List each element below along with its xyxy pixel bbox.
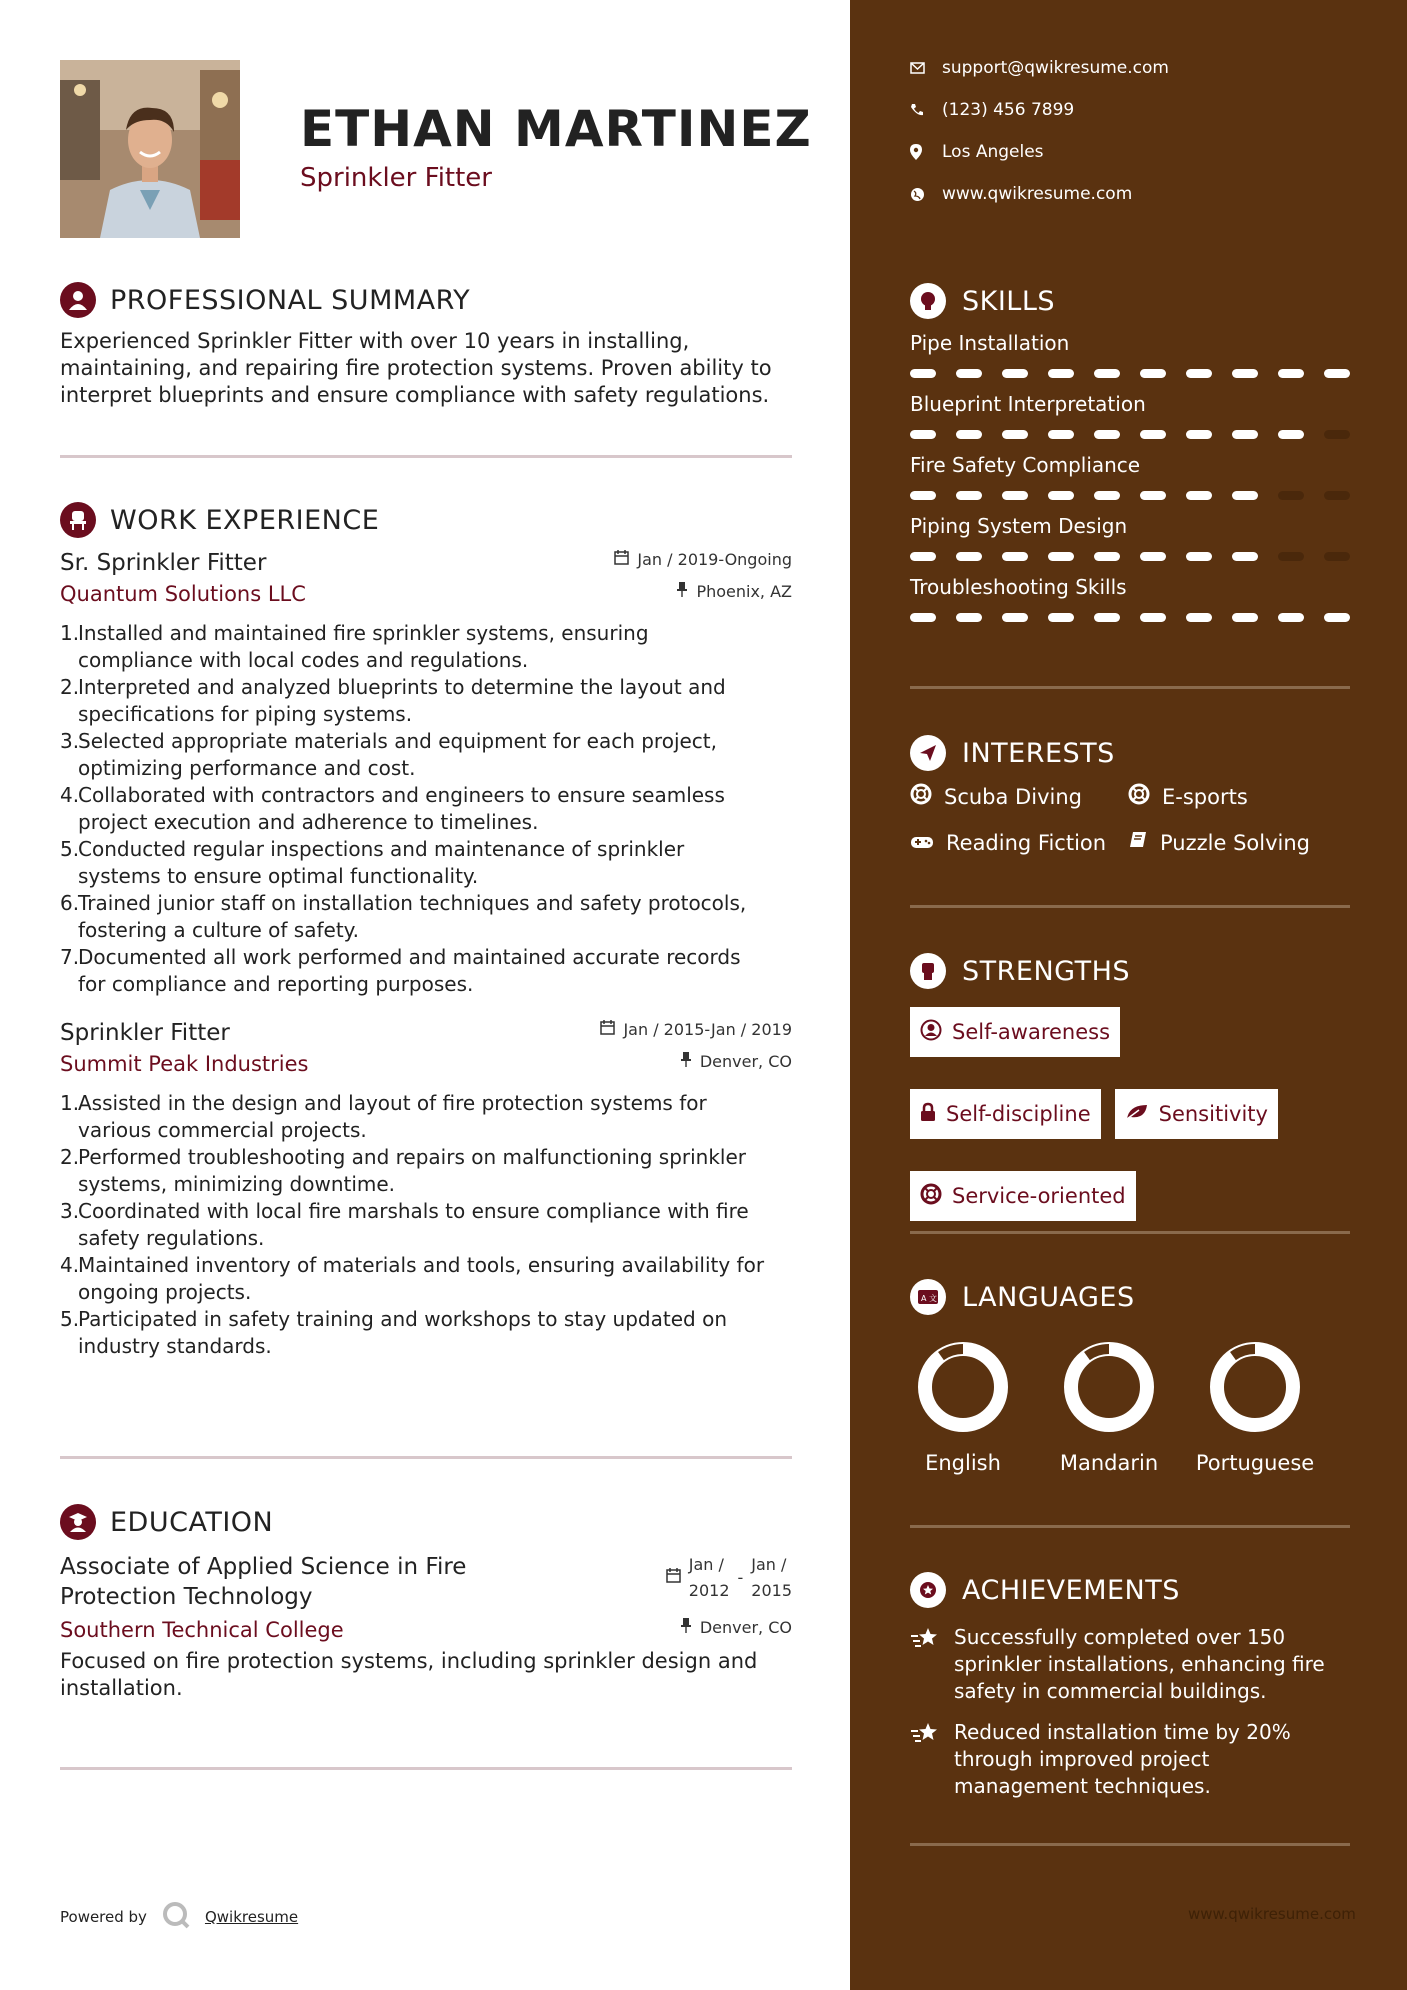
- skill-level-segment: [1140, 613, 1166, 622]
- bullet-line: systems, minimizing downtime.: [78, 1172, 396, 1196]
- map-marker-icon: [910, 144, 942, 160]
- job-bullets: [60, 620, 792, 998]
- skills-title: SKILLS: [962, 285, 1056, 317]
- strengths-list: [910, 1007, 1350, 1221]
- divider: [910, 1525, 1350, 1528]
- skill-level-segment: [1232, 491, 1258, 500]
- interest-item: [1128, 783, 1348, 810]
- education-header: [60, 1502, 792, 1542]
- bullet-item: [60, 1198, 792, 1252]
- interests-section: [910, 733, 1350, 855]
- bullet-line: systems to ensure optimal functionality.: [78, 864, 479, 888]
- education-desc-line: installation.: [60, 1676, 183, 1700]
- education-location: [680, 1618, 792, 1637]
- experience-section: [60, 500, 792, 1360]
- strength-label: Sensitivity: [1158, 1102, 1268, 1126]
- divider: [910, 905, 1350, 908]
- bullet-text: [78, 890, 746, 944]
- bullet-number: 4.: [60, 1253, 80, 1277]
- lifebuoy-icon: [920, 1183, 942, 1210]
- edu-date-separator: -: [737, 1568, 744, 1587]
- bullet-line: compliance with local codes and regulations.: [78, 648, 529, 672]
- interests-header: [910, 733, 1350, 773]
- divider: [910, 1231, 1350, 1234]
- bullet-number: 5.: [60, 837, 80, 861]
- skill-level-segment: [1140, 552, 1166, 561]
- language-icon: [910, 1279, 946, 1315]
- shooting-star-icon: [910, 1624, 940, 1705]
- divider: [60, 1456, 792, 1459]
- achievement-line: management techniques.: [954, 1774, 1211, 1798]
- skill-level-segment: [956, 369, 982, 378]
- summary-line: Experienced Sprinkler Fitter with over 10 years in installing,: [60, 329, 690, 353]
- calendar-icon: [666, 1565, 681, 1591]
- strength-tag: [910, 1007, 1120, 1057]
- divider: [910, 686, 1350, 689]
- job-bullets: [60, 1090, 792, 1360]
- bullet-text: [78, 1090, 707, 1144]
- skill-level-segment: [1186, 552, 1212, 561]
- skill-level-segment: [1002, 491, 1028, 500]
- bullet-line: Conducted regular inspections and maintenance of sprinkler: [78, 837, 685, 861]
- chair-icon: [60, 502, 96, 538]
- bullet-line: industry standards.: [78, 1334, 272, 1358]
- bullet-line: various commercial projects.: [78, 1118, 367, 1142]
- divider: [60, 455, 792, 458]
- language-ring-track: [925, 1349, 1001, 1425]
- bullet-line: Maintained inventory of materials and tools, ensuring availability for: [78, 1253, 765, 1277]
- languages-list: [910, 1337, 1350, 1475]
- skill-level-segment: [1232, 613, 1258, 622]
- skill-name: Fire Safety Compliance: [910, 453, 1141, 477]
- globe-icon: [910, 187, 942, 202]
- bullet-number: 3.: [60, 729, 80, 753]
- achievement-item: [910, 1624, 1350, 1705]
- bullet-number: 3.: [60, 1199, 80, 1223]
- bullet-line: Coordinated with local fire marshals to ensure compliance with fire: [78, 1199, 749, 1223]
- experience-header: [60, 500, 792, 540]
- powered-by: [60, 1900, 298, 1934]
- skill-level-segment: [1324, 369, 1350, 378]
- interest-label: Puzzle Solving: [1160, 830, 1310, 855]
- skill-item: [910, 575, 1350, 622]
- qwikresume-logo-icon: [161, 1900, 191, 1934]
- education-section: [60, 1502, 792, 1702]
- interest-item: [910, 830, 1128, 855]
- bullet-line: specifications for piping systems.: [78, 702, 413, 726]
- job-title: Sr. Sprinkler Fitter: [60, 550, 267, 576]
- skill-level-segment: [1140, 430, 1166, 439]
- bullet-text: [78, 1306, 727, 1360]
- bullet-item: [60, 620, 792, 674]
- degree-line: Protection Technology: [60, 1584, 313, 1610]
- bullet-line: ongoing projects.: [78, 1280, 252, 1304]
- achievements-section: [910, 1570, 1350, 1800]
- skill-level-segment: [1232, 552, 1258, 561]
- bullet-line: Trained junior staff on installation techniques and safety protocols,: [78, 891, 747, 915]
- skill-level-bar: [910, 552, 1350, 561]
- strength-tag: [1115, 1089, 1278, 1139]
- strengths-title: STRENGTHS: [962, 955, 1131, 987]
- language-name: Portuguese: [1195, 1451, 1315, 1475]
- languages-title: LANGUAGES: [962, 1281, 1135, 1313]
- skill-level-segment: [956, 491, 982, 500]
- job-location: [680, 1052, 792, 1071]
- shooting-star-icon: [910, 1719, 940, 1800]
- bullet-line: Participated in safety training and workshops to stay updated on: [78, 1307, 727, 1331]
- achievement-line: through improved project: [954, 1747, 1210, 1771]
- bullet-text: [78, 944, 741, 998]
- skill-level-segment: [1278, 369, 1304, 378]
- skill-level-segment: [956, 613, 982, 622]
- degree-line: Associate of Applied Science in Fire: [60, 1554, 467, 1580]
- skill-level-segment: [1186, 491, 1212, 500]
- skill-level-segment: [1186, 613, 1212, 622]
- job-location-text: Denver, CO: [699, 1052, 792, 1071]
- phone-icon: [910, 103, 942, 117]
- bullet-line: Documented all work performed and maintained accurate records: [78, 945, 741, 969]
- user-circle-icon: [920, 1019, 942, 1046]
- bullet-text: [78, 620, 649, 674]
- skill-level-segment: [1002, 369, 1028, 378]
- bullet-text: [78, 1144, 746, 1198]
- interest-label: E-sports: [1162, 784, 1248, 809]
- svg-text:文: 文: [929, 1294, 937, 1303]
- language-item: [1195, 1337, 1315, 1475]
- strength-label: Self-awareness: [952, 1020, 1111, 1044]
- skill-level-segment: [1048, 491, 1074, 500]
- powered-by-label: Powered by: [60, 1908, 147, 1926]
- bullet-text: [78, 782, 725, 836]
- bullet-number: 1.: [60, 1091, 80, 1115]
- contact-email: [910, 58, 1169, 78]
- bullet-line: project execution and adherence to timelines.: [78, 810, 539, 834]
- bullet-item: [60, 944, 792, 998]
- job-date: [614, 550, 792, 569]
- bullet-line: optimizing performance and cost.: [78, 756, 416, 780]
- bullet-line: Installed and maintained fire sprinkler systems, ensuring: [78, 621, 649, 645]
- bullet-line: for compliance and reporting purposes.: [78, 972, 474, 996]
- skill-level-segment: [1232, 369, 1258, 378]
- user-icon: [60, 282, 96, 318]
- bullet-item: [60, 728, 792, 782]
- achievement-line: sprinkler installations, enhancing fire: [954, 1652, 1325, 1676]
- language-name: Mandarin: [1059, 1451, 1159, 1475]
- edu-date-start-year: 2012: [688, 1581, 730, 1600]
- watermark: www.qwikresume.com: [1188, 1905, 1356, 1923]
- skill-level-segment: [1002, 613, 1028, 622]
- skill-level-segment: [1324, 491, 1350, 500]
- skill-level-segment: [1094, 430, 1120, 439]
- job-location-text: Phoenix, AZ: [696, 582, 792, 601]
- skill-level-segment: [1324, 430, 1350, 439]
- skill-name: Troubleshooting Skills: [910, 575, 1127, 599]
- candidate-role: Sprinkler Fitter: [300, 163, 492, 193]
- strengths-header: [910, 951, 1350, 991]
- bullet-number: 6.: [60, 891, 80, 915]
- achievements-title: ACHIEVEMENTS: [962, 1574, 1180, 1606]
- achievement-line: Successfully completed over 150: [954, 1625, 1286, 1649]
- skill-level-segment: [956, 552, 982, 561]
- skill-level-segment: [1140, 369, 1166, 378]
- skill-level-segment: [1232, 430, 1258, 439]
- qwikresume-link[interactable]: Qwikresume: [204, 1908, 299, 1926]
- skill-level-bar: [910, 369, 1350, 378]
- bullet-item: [60, 1306, 792, 1360]
- skill-level-segment: [1048, 369, 1074, 378]
- skill-level-bar: [910, 491, 1350, 500]
- bullet-number: 7.: [60, 945, 80, 969]
- bullet-number: 1.: [60, 621, 80, 645]
- job-date-text: Jan / 2015-Jan / 2019: [623, 1020, 792, 1039]
- company-name: Summit Peak Industries: [60, 1052, 309, 1076]
- bullet-line: safety regulations.: [78, 1226, 265, 1250]
- graduate-icon: [60, 1504, 96, 1540]
- bullet-item: [60, 836, 792, 890]
- strength-tag: [910, 1089, 1101, 1139]
- interest-item: [910, 783, 1128, 810]
- degree-name: [60, 1552, 466, 1612]
- skill-level-segment: [1048, 430, 1074, 439]
- job-entry: [60, 1020, 792, 1360]
- skill-level-segment: [1186, 369, 1212, 378]
- bullet-text: [78, 1252, 764, 1306]
- achievement-line: Reduced installation time by 20%: [954, 1720, 1291, 1744]
- bullet-text: [78, 836, 684, 890]
- skill-level-segment: [1278, 430, 1304, 439]
- strength-tag: [910, 1171, 1136, 1221]
- language-item: [910, 1337, 1016, 1475]
- bullet-number: 5.: [60, 1307, 80, 1331]
- language-ring: [913, 1337, 1013, 1437]
- skill-item: [910, 331, 1350, 378]
- bullet-line: Interpreted and analyzed blueprints to determine the layout and: [78, 675, 726, 699]
- bullet-item: [60, 1252, 792, 1306]
- skill-level-segment: [1094, 552, 1120, 561]
- skill-level-segment: [1186, 430, 1212, 439]
- skill-level-segment: [910, 552, 936, 561]
- skill-level-segment: [1278, 613, 1304, 622]
- bullet-item: [60, 1090, 792, 1144]
- achievement-line: safety in commercial buildings.: [954, 1679, 1267, 1703]
- interests-title: INTERESTS: [962, 737, 1115, 769]
- skill-level-segment: [1002, 552, 1028, 561]
- skill-level-segment: [1094, 369, 1120, 378]
- bullet-text: [78, 674, 726, 728]
- education-desc-line: Focused on fire protection systems, including sprinkler design and: [60, 1649, 758, 1673]
- summary-text: [60, 328, 792, 409]
- skill-level-segment: [1094, 613, 1120, 622]
- interests-list: [910, 783, 1350, 855]
- job-date: [600, 1020, 792, 1039]
- lifebuoy-icon: [910, 783, 932, 810]
- language-name: English: [925, 1451, 1001, 1475]
- svg-text:A: A: [921, 1294, 927, 1303]
- skill-level-segment: [1048, 552, 1074, 561]
- skills-list: [910, 331, 1350, 622]
- skills-section: [910, 281, 1350, 636]
- summary-title: PROFESSIONAL SUMMARY: [110, 284, 471, 316]
- pin-icon: [680, 1052, 692, 1071]
- bullet-number: 4.: [60, 783, 80, 807]
- divider: [60, 1767, 792, 1770]
- summary-line: interpret blueprints and ensure compliance with safety regulations.: [60, 383, 770, 407]
- envelope-icon: [910, 62, 942, 74]
- bullet-number: 2.: [60, 1145, 80, 1169]
- education-date: [666, 1552, 792, 1604]
- interest-label: Scuba Diving: [944, 784, 1082, 809]
- bullet-item: [60, 890, 792, 944]
- experience-title: WORK EXPERIENCE: [110, 504, 380, 536]
- email-text[interactable]: support@qwikresume.com: [942, 58, 1169, 78]
- calendar-icon: [614, 550, 629, 569]
- contact-location: [910, 142, 1044, 162]
- divider: [910, 1843, 1350, 1846]
- skill-level-segment: [1048, 613, 1074, 622]
- education-description: [60, 1648, 792, 1702]
- lightbulb-icon: [910, 283, 946, 319]
- language-item: [1056, 1337, 1162, 1475]
- language-ring-track: [1217, 1349, 1293, 1425]
- skill-item: [910, 392, 1350, 439]
- lock-icon: [920, 1102, 936, 1127]
- edu-date-end: Jan /: [751, 1555, 787, 1574]
- skill-level-segment: [1324, 552, 1350, 561]
- skill-level-bar: [910, 613, 1350, 622]
- skills-header: [910, 281, 1350, 321]
- bullet-line: Selected appropriate materials and equipment for each project,: [78, 729, 718, 753]
- pin-icon: [680, 1618, 692, 1637]
- summary-section: [60, 280, 792, 409]
- strength-label: Self-discipline: [946, 1102, 1091, 1126]
- skill-level-segment: [1094, 491, 1120, 500]
- bullet-line: fostering a culture of safety.: [78, 918, 359, 942]
- phone-text: (123) 456 7899: [942, 100, 1075, 120]
- skill-level-segment: [1140, 491, 1166, 500]
- education-title: EDUCATION: [110, 1506, 274, 1538]
- job-location: [676, 582, 792, 601]
- bullet-item: [60, 782, 792, 836]
- skill-level-segment: [1278, 552, 1304, 561]
- language-ring: [1059, 1337, 1159, 1437]
- skill-level-segment: [910, 369, 936, 378]
- skill-level-segment: [910, 430, 936, 439]
- education-location-text: Denver, CO: [699, 1618, 792, 1637]
- interest-item: [1128, 830, 1348, 855]
- edu-date-start: Jan /: [688, 1555, 724, 1574]
- skill-name: Piping System Design: [910, 514, 1128, 538]
- skill-level-segment: [956, 430, 982, 439]
- skill-level-segment: [1002, 430, 1028, 439]
- profile-photo: [60, 60, 240, 238]
- bullet-line: Assisted in the design and layout of fire protection systems for: [78, 1091, 707, 1115]
- leaf-icon: [1125, 1102, 1149, 1126]
- job-entry: [60, 550, 792, 998]
- sidebar: [850, 0, 1407, 1990]
- bullet-text: [78, 1198, 749, 1252]
- bullet-text: [78, 728, 717, 782]
- location-text: Los Angeles: [942, 142, 1044, 162]
- skill-level-segment: [1278, 491, 1304, 500]
- skill-level-segment: [910, 613, 936, 622]
- summary-header: [60, 280, 792, 320]
- bullet-line: Collaborated with contractors and engineers to ensure seamless: [78, 783, 725, 807]
- bullet-number: 2.: [60, 675, 80, 699]
- company-name: Quantum Solutions LLC: [60, 582, 306, 606]
- skill-name: Pipe Installation: [910, 331, 1070, 355]
- book-icon: [1128, 830, 1148, 855]
- strength-label: Service-oriented: [952, 1184, 1126, 1208]
- skill-item: [910, 453, 1350, 500]
- bullet-line: Performed troubleshooting and repairs on malfunctioning sprinkler: [78, 1145, 747, 1169]
- summary-line: maintaining, and repairing fire protection systems. Proven ability to: [60, 356, 772, 380]
- languages-section: [910, 1277, 1350, 1475]
- fist-icon: [910, 953, 946, 989]
- edu-date-end-year: 2015: [751, 1581, 792, 1600]
- candidate-name: ETHAN MARTINEZ: [300, 100, 812, 158]
- contact-website: [910, 184, 1132, 204]
- achievement-item: [910, 1719, 1350, 1800]
- lifebuoy-icon: [1128, 783, 1150, 810]
- skill-level-segment: [1324, 613, 1350, 622]
- pin-icon: [676, 582, 688, 601]
- skill-name: Blueprint Interpretation: [910, 392, 1146, 416]
- website-text[interactable]: www.qwikresume.com: [942, 184, 1133, 204]
- language-ring-track: [1071, 1349, 1147, 1425]
- interest-label: Reading Fiction: [946, 830, 1107, 855]
- gamepad-icon: [910, 831, 934, 855]
- bullet-item: [60, 1144, 792, 1198]
- skill-item: [910, 514, 1350, 561]
- school-name: Southern Technical College: [60, 1618, 344, 1642]
- skill-level-bar: [910, 430, 1350, 439]
- language-ring: [1205, 1337, 1305, 1437]
- skill-level-segment: [910, 491, 936, 500]
- calendar-icon: [600, 1020, 615, 1039]
- star-badge-icon: [910, 1572, 946, 1608]
- achievements-header: [910, 1570, 1350, 1610]
- contact-phone: [910, 100, 1074, 120]
- job-title: Sprinkler Fitter: [60, 1020, 230, 1046]
- languages-header: [910, 1277, 1350, 1317]
- job-date-text: Jan / 2019-Ongoing: [637, 550, 792, 569]
- bullet-item: [60, 674, 792, 728]
- paper-plane-icon: [910, 735, 946, 771]
- strengths-section: [910, 951, 1350, 1221]
